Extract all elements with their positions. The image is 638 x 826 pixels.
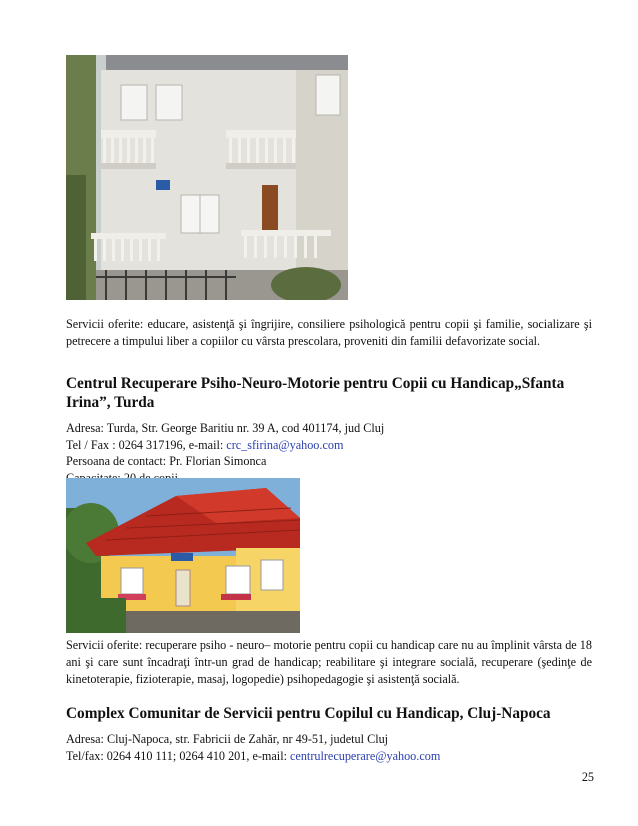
center-tel-label: Tel / Fax : 0264 317196, e-mail: <box>66 437 227 452</box>
center-info <box>66 420 592 486</box>
center-title: Centrul Recuperare Psiho-Neuro-Motorie pentru Copii cu Handicap„Sfanta Irina”, Turda <box>66 375 565 411</box>
complex-address: Adresa: Cluj-Napoca, str. Fabricii de Zahăr, nr 49-51, judetul Cluj <box>66 732 389 746</box>
complex-tel-label: Tel/fax: 0264 410 111; 0264 410 201, e-mail: <box>66 748 291 763</box>
center-tel <box>66 437 592 454</box>
complex-email-link[interactable]: centrulrecuperare@yahoo.com <box>290 748 441 763</box>
center-services-paragraph: Servicii oferite: recuperare psiho - neuro– motorie pentru copii cu handicap care nu au împlinit vârsta de 18 ani şi care sunt încadraţi într-un grad de handicap; reabilitare şi integrare socială, recuperare (şedinţe de kinetoterapie, fizioterapie, masaj, logopedie) psihopedagogie şi asistenţă socială. <box>66 638 592 686</box>
center-photo <box>66 478 300 633</box>
page-number: 25 <box>581 770 594 784</box>
complex-tel <box>66 748 592 765</box>
complex-info <box>66 731 592 764</box>
house-illustration <box>66 55 348 300</box>
center-building-illustration <box>66 478 300 633</box>
services-paragraph: Servicii oferite: educare, asistenţă şi îngrijire, consiliere psihologică pentru copii şi familie, socializare şi petrecere a timpului liber a copiilor cu vârsta prescolara, proveniti din familii defavorizate social. <box>66 317 592 348</box>
house-photo <box>66 55 348 300</box>
center-contact: Persoana de contact: Pr. Florian Simonca <box>66 454 267 468</box>
center-address: Adresa: Turda, Str. George Baritiu nr. 39 A, cod 401174, jud Cluj <box>66 421 385 435</box>
complex-title: Complex Comunitar de Servicii pentru Copilul cu Handicap, Cluj-Napoca <box>66 705 551 722</box>
center-email-link[interactable]: crc_sfirina@yahoo.com <box>226 437 344 452</box>
